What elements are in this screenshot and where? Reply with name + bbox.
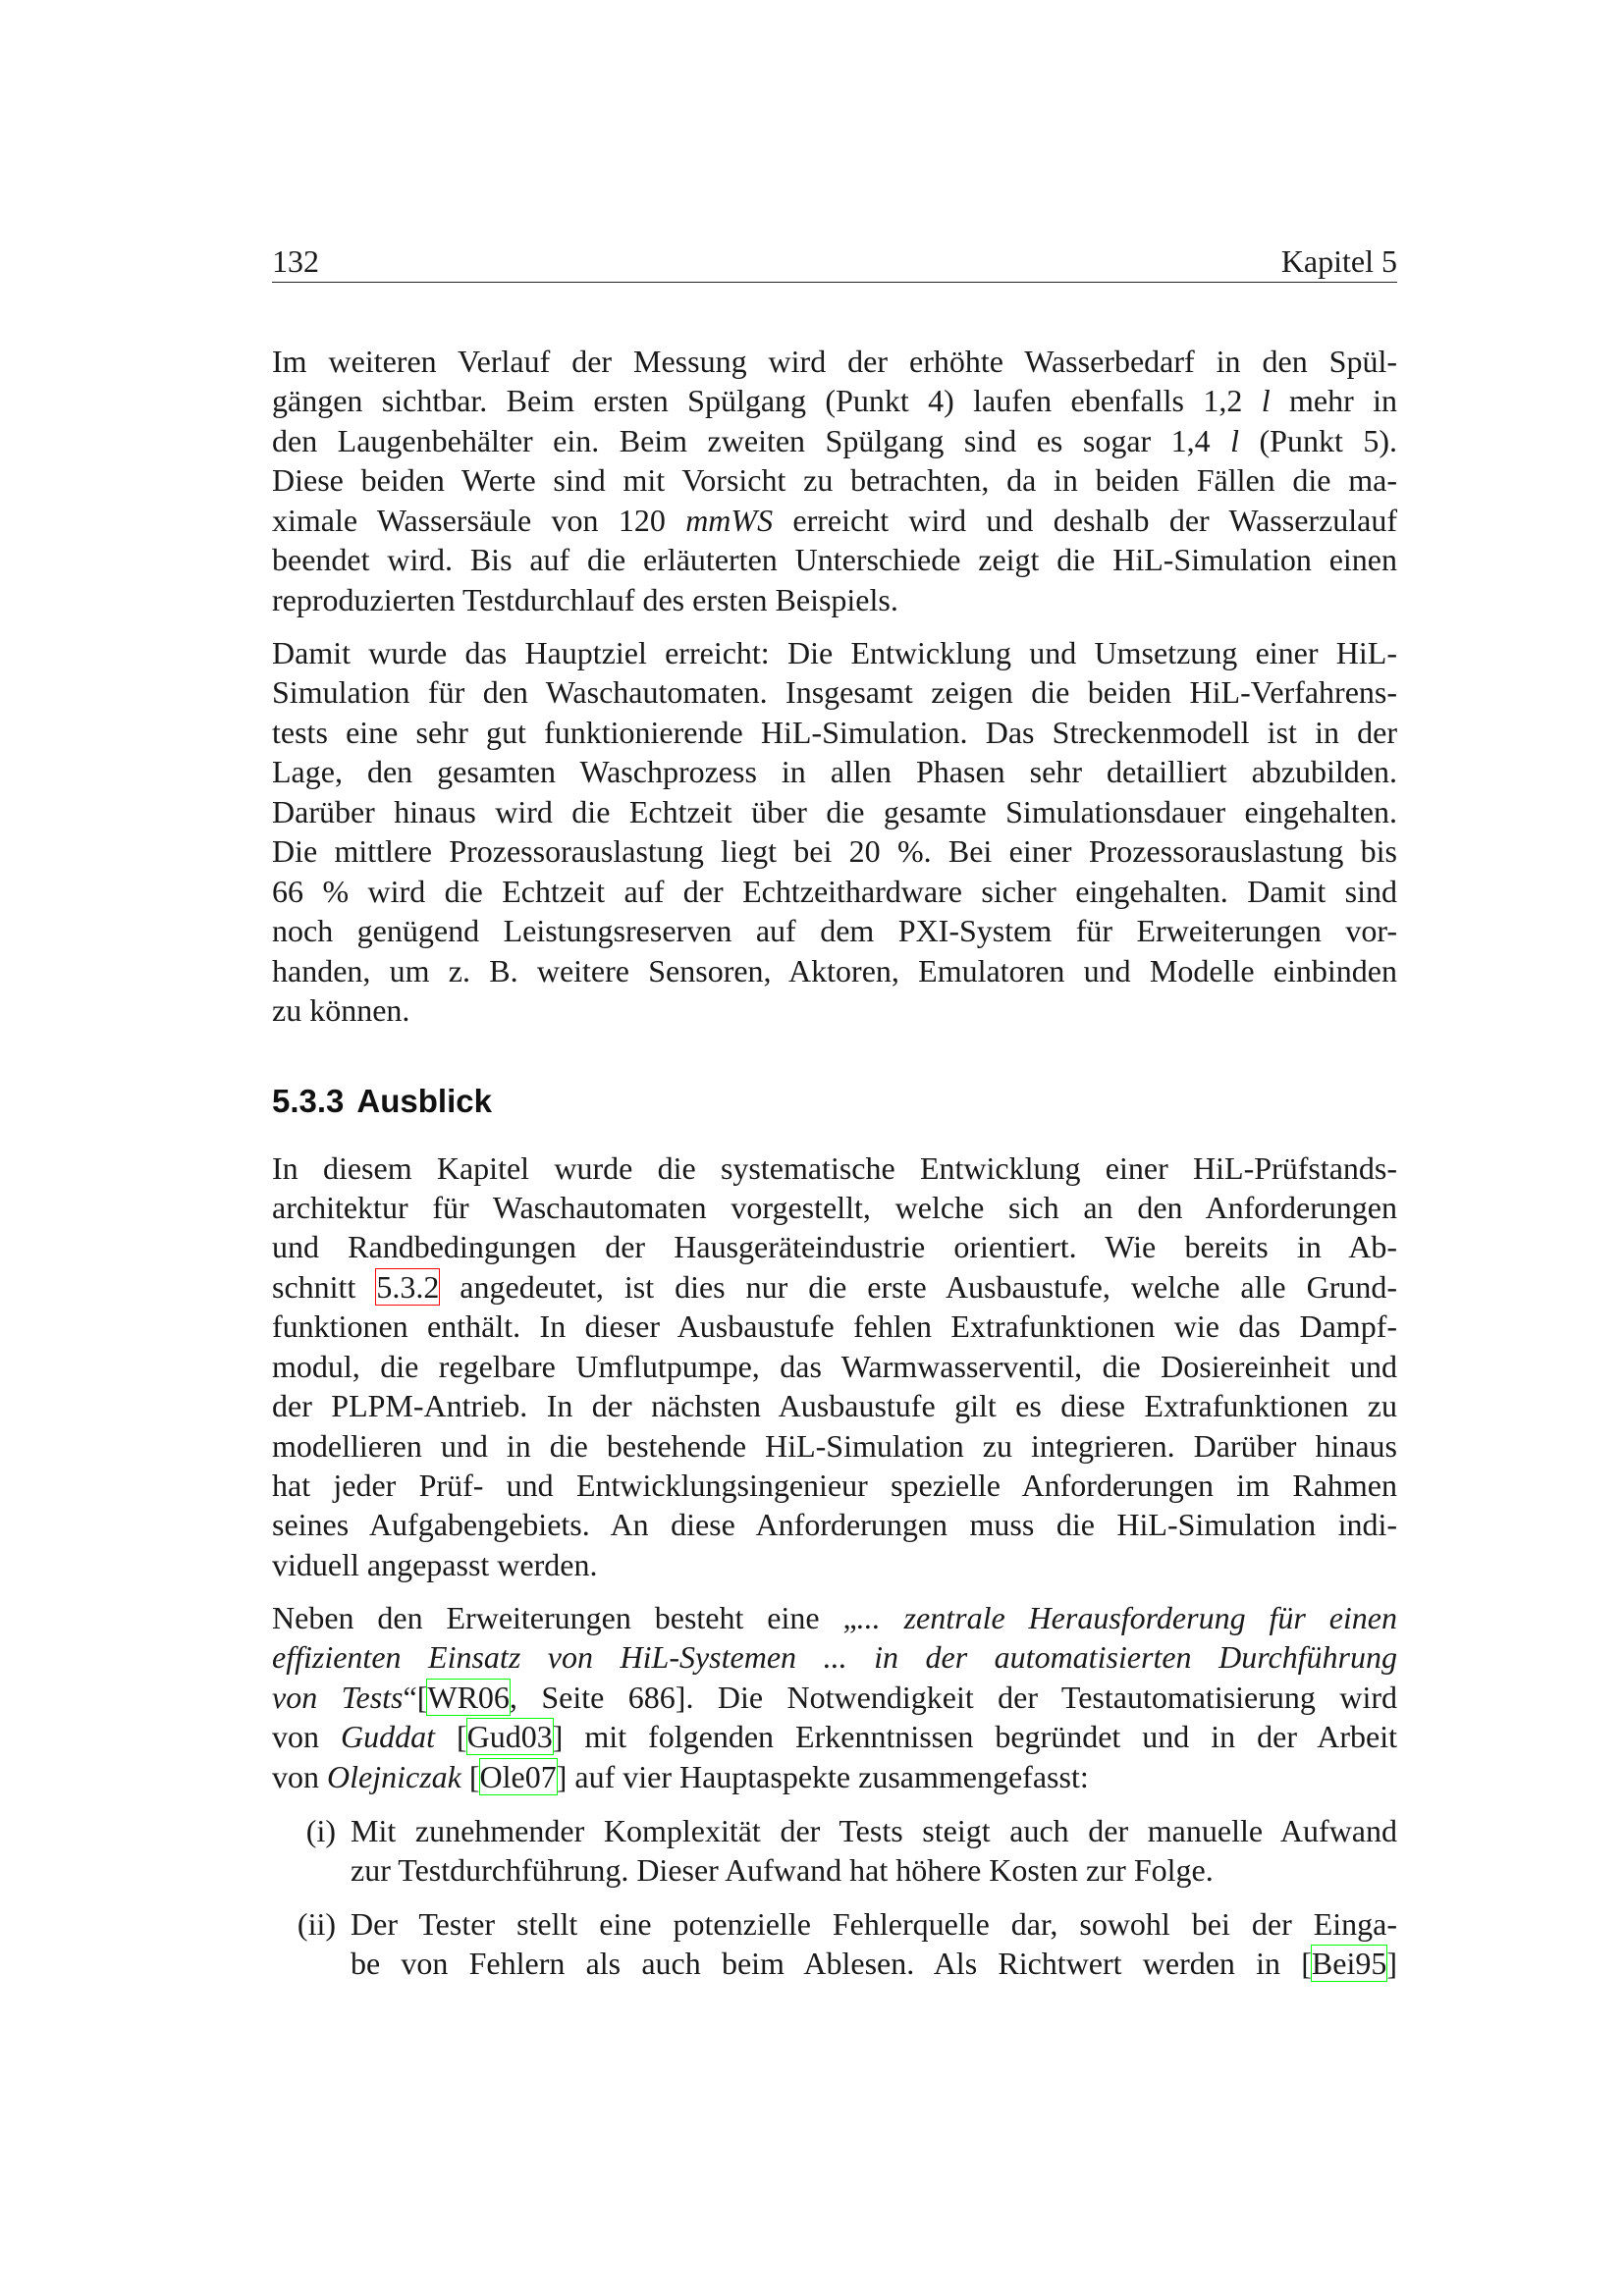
text-line: viduell angepasst werden. xyxy=(272,1546,598,1582)
text-line xyxy=(272,1717,1397,1756)
text-line xyxy=(272,381,1397,420)
text-line: Darüber hinaus wird die Echtzeit über die gesamte Simulationsdauer eingehalten. xyxy=(272,793,1397,829)
section-number: 5.3.3 xyxy=(272,1083,345,1119)
text-line xyxy=(272,421,1397,460)
list-item-label: (i) xyxy=(305,1813,336,1848)
running-header xyxy=(272,241,1397,282)
text-line: 66 % wird die Echtzeit auf der Echtzeithardware sicher eingehalten. Damit sind xyxy=(272,873,1397,909)
text-line: tests eine sehr gut funktionierende HiL-Simulation. Das Streckenmodell ist in der xyxy=(272,714,1397,750)
text-line: und Randbedingungen der Hausgeräteindustrie orientiert. Wie bereits in Ab- xyxy=(272,1229,1397,1265)
page-number: 132 xyxy=(272,243,319,279)
text-run: “[ xyxy=(403,1679,428,1715)
text-run: erreicht wird und deshalb der Wasserzulauf xyxy=(773,502,1398,538)
text-run: ] mit folgenden Erkenntnissen begründet und in der Arbeit xyxy=(552,1719,1398,1755)
text-run: ] xyxy=(1386,1945,1397,1981)
text-line: noch genügend Leistungsreserven auf dem PXI-System für Erweiterungen vor- xyxy=(272,913,1397,949)
text-run: [ xyxy=(435,1719,467,1755)
text-line: modellieren und in die bestehende HiL-Simulation zu integrieren. Darüber hinaus xyxy=(272,1427,1397,1464)
body-paragraph xyxy=(272,342,1397,619)
text-line: handen, um z. B. weitere Sensoren, Aktoren, Emulatoren und Modelle einbinden xyxy=(272,952,1397,988)
citation-link[interactable]: WR06 xyxy=(427,1679,510,1715)
emphasis-text: Guddat xyxy=(341,1719,435,1755)
header-rule xyxy=(272,282,1397,283)
text-run: von xyxy=(272,1719,341,1755)
text-line: zur Testdurchführung. Dieser Aufwand hat höhere Kosten zur Folge. xyxy=(351,1852,1214,1889)
text-line: In diesem Kapitel wurde die systematische Entwicklung einer HiL-Prüfstands- xyxy=(272,1149,1397,1186)
section-heading xyxy=(272,1082,492,1121)
text-run: gängen sichtbar. Beim ersten Spülgang (Punkt 4) laufen ebenfalls 1,2 xyxy=(272,383,1262,419)
citation-link[interactable]: Gud03 xyxy=(466,1719,553,1755)
text-run: den Laugenbehälter ein. Beim zweiten Spülgang sind es sogar 1,4 xyxy=(272,422,1231,458)
text-run: Neben den Erweiterungen besteht eine „ xyxy=(272,1600,857,1635)
list-item-text xyxy=(351,1904,1397,1984)
text-line: modul, die regelbare Umflutpumpe, das Warmwasserventil, die Dosiereinheit und xyxy=(272,1348,1397,1384)
text-line xyxy=(272,1678,1397,1717)
text-run: (Punkt 5). xyxy=(1239,422,1398,458)
emphasis-text: mmWS xyxy=(685,502,774,538)
text-line xyxy=(272,1598,1397,1637)
text-run: angedeutet, ist dies nur die erste Ausbaustufe, welche alle Grund- xyxy=(439,1268,1398,1305)
text-run: [ xyxy=(460,1758,480,1794)
body-paragraph xyxy=(272,1598,1397,1796)
text-line: Der Tester stellt eine potenzielle Fehlerquelle dar, sowohl bei der Einga- xyxy=(351,1905,1397,1942)
section-reference-link[interactable]: 5.3.2 xyxy=(376,1268,440,1305)
text-line: seines Aufgabengebiets. An diese Anforderungen muss die HiL-Simulation indi- xyxy=(272,1507,1397,1543)
text-line xyxy=(351,1944,1397,1983)
emphasis-text: von Tests xyxy=(272,1679,404,1715)
text-run: mehr in xyxy=(1270,383,1398,419)
emphasis-text: l xyxy=(1230,422,1240,458)
citation-link[interactable]: Bei95 xyxy=(1311,1945,1387,1981)
section-title: Ausblick xyxy=(356,1083,492,1119)
text-line xyxy=(272,1757,1397,1796)
text-line: Mit zunehmender Komplexität der Tests steigt auch der manuelle Aufwand xyxy=(351,1813,1397,1848)
text-line xyxy=(272,1267,1397,1307)
text-run: ] auf vier Hauptaspekte zusammengefasst: xyxy=(556,1758,1089,1794)
text-line xyxy=(272,501,1397,540)
citation-link[interactable]: Ole07 xyxy=(479,1758,557,1794)
text-run: be von Fehlern als auch beim Ablesen. Als Richtwert werden in [ xyxy=(351,1945,1312,1981)
running-header-chapter: Kapitel 5 xyxy=(1280,243,1397,279)
text-line: zu können. xyxy=(272,991,410,1028)
text-line: hat jeder Prüf- und Entwicklungsingenieur spezielle Anforderungen im Rahmen xyxy=(272,1468,1397,1503)
body-paragraph xyxy=(272,633,1397,1030)
text-line xyxy=(272,1637,1397,1677)
text-line: Diese beiden Werte sind mit Vorsicht zu betrachten, da in beiden Fällen die ma- xyxy=(272,462,1397,499)
text-line: Die mittlere Prozessorauslastung liegt bei 20 %. Bei einer Prozessorauslastung bis xyxy=(272,833,1397,870)
text-line: Lage, den gesamten Waschprozess in allen Phasen sehr detailliert abzubilden. xyxy=(272,754,1397,790)
text-line: Simulation für den Waschautomaten. Insgesamt zeigen die beiden HiL-Verfahrens- xyxy=(272,674,1397,711)
emphasis-text: effizienten Einsatz von HiL-Systemen ... in der automatisierten Durchführung xyxy=(272,1639,1397,1676)
text-line: funktionen enthält. In dieser Ausbaustufe fehlen Extrafunktionen wie das Dampf- xyxy=(272,1308,1397,1345)
list-item-text xyxy=(351,1811,1397,1891)
emphasis-text: ... zentrale Herausforderung für einen xyxy=(856,1600,1397,1635)
list-item-label: (ii) xyxy=(297,1905,336,1942)
emphasis-text: l xyxy=(1261,383,1271,419)
text-line: Damit wurde das Hauptziel erreicht: Die Entwicklung und Umsetzung einer HiL- xyxy=(272,635,1397,670)
text-line: der PLPM-Antrieb. In der nächsten Ausbaustufe gilt es diese Extrafunktionen zu xyxy=(272,1388,1397,1424)
body-paragraph xyxy=(272,1148,1397,1585)
text-line: reproduzierten Testdurchlauf des ersten Beispiels. xyxy=(272,581,898,617)
text-line: Im weiteren Verlauf der Messung wird der erhöhte Wasserbedarf in den Spül- xyxy=(272,344,1397,379)
emphasis-text: Olejniczak xyxy=(327,1758,461,1794)
text-line: architektur für Waschautomaten vorgestellt, welche sich an den Anforderungen xyxy=(272,1189,1397,1225)
text-line: beendet wird. Bis auf die erläuterten Unterschiede zeigt die HiL-Simulation einen xyxy=(272,542,1397,578)
text-run: schnitt xyxy=(272,1268,377,1305)
text-run: ximale Wassersäule von 120 xyxy=(272,502,686,538)
text-run: , Seite 686]. Die Notwendigkeit der Testautomatisierung wird xyxy=(509,1679,1398,1715)
text-run: von xyxy=(272,1758,327,1794)
